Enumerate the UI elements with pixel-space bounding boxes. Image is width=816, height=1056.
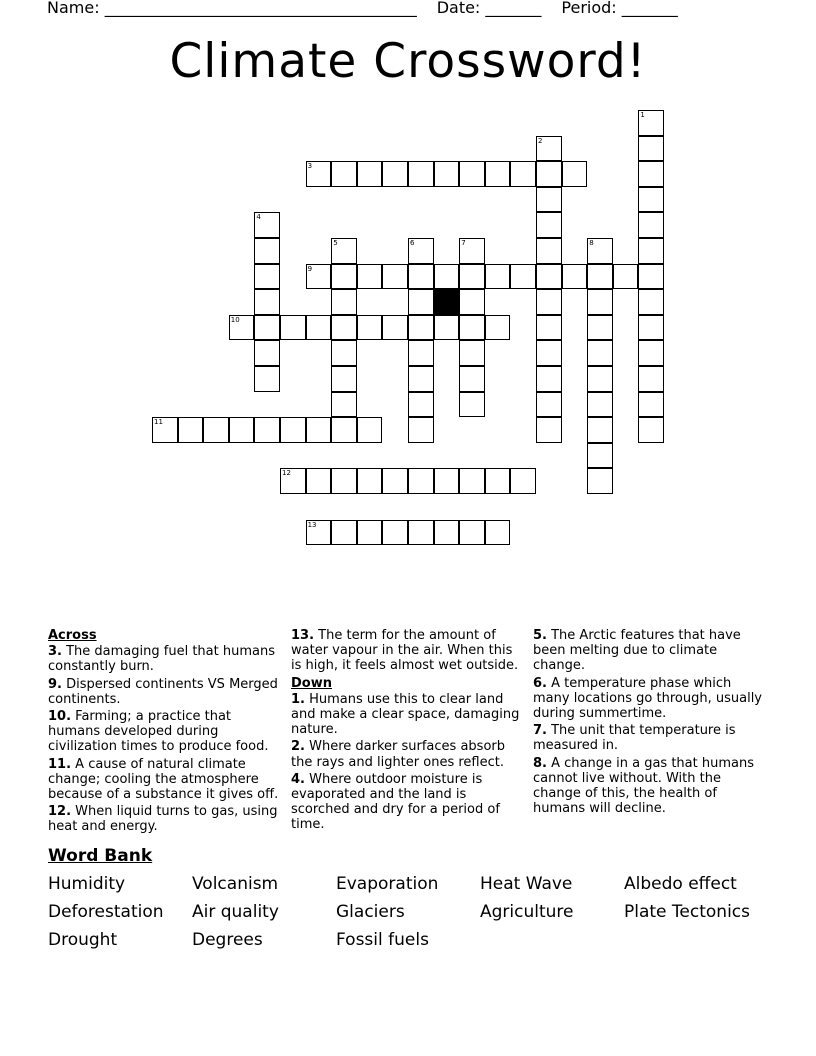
grid-cell[interactable] xyxy=(638,136,664,162)
clue-text: Farming; a practice that humans developed during civilization times to produce food. xyxy=(48,709,269,755)
grid-cell[interactable] xyxy=(382,468,408,494)
grid-cell[interactable] xyxy=(587,443,613,469)
grid-cell[interactable] xyxy=(536,392,562,418)
clue-number-label: 11. xyxy=(48,756,72,772)
grid-cell[interactable] xyxy=(587,340,613,366)
word-bank-word: Heat Wave xyxy=(480,874,573,894)
clues-column-3 xyxy=(533,628,768,818)
grid-cell[interactable] xyxy=(434,315,460,341)
grid-cell[interactable] xyxy=(331,340,357,366)
grid-cell[interactable] xyxy=(536,161,562,187)
grid-cell[interactable] xyxy=(638,392,664,418)
date-label: Date: xyxy=(436,0,486,17)
clue-text: Dispersed continents VS Merged continents. xyxy=(48,676,278,707)
grid-cell[interactable] xyxy=(229,315,255,341)
grid-cell[interactable] xyxy=(536,264,562,290)
grid-cell[interactable] xyxy=(459,468,485,494)
grid-cell[interactable] xyxy=(357,315,383,341)
clue-number: 1 xyxy=(640,111,645,119)
clue-text: When liquid turns to gas, using heat and energy. xyxy=(48,804,278,835)
grid-cell[interactable] xyxy=(587,417,613,443)
grid-cell[interactable] xyxy=(587,468,613,494)
grid-cell[interactable] xyxy=(638,238,664,264)
grid-cell[interactable] xyxy=(587,392,613,418)
clue-number-label: 9. xyxy=(48,676,62,692)
grid-cell[interactable] xyxy=(587,238,613,264)
clue-number: 13 xyxy=(307,520,317,529)
grid-cell[interactable] xyxy=(638,187,664,213)
grid-cell[interactable] xyxy=(638,110,664,136)
word-bank-word: Drought xyxy=(48,930,118,950)
grid-cell[interactable] xyxy=(331,392,357,418)
clue-number: 12 xyxy=(282,469,291,478)
grid-cell[interactable] xyxy=(280,417,306,443)
clue-section-heading: Down xyxy=(291,675,332,691)
word-bank-word: Air quality xyxy=(192,902,279,922)
grid-cell[interactable] xyxy=(638,289,664,315)
grid-cell[interactable] xyxy=(459,161,485,187)
grid-cell[interactable] xyxy=(434,520,460,546)
grid-cell[interactable] xyxy=(254,366,280,392)
word-bank-word: Plate Tectonics xyxy=(624,902,750,922)
grid-cell[interactable] xyxy=(331,238,357,264)
grid-cell[interactable] xyxy=(382,315,408,341)
grid-cell[interactable] xyxy=(306,417,332,443)
grid-cell[interactable] xyxy=(254,289,280,315)
clue-number-label: 6. xyxy=(533,675,547,691)
grid-cell[interactable] xyxy=(331,289,357,315)
grid-cell[interactable] xyxy=(536,212,562,238)
grid-cell[interactable] xyxy=(382,264,408,290)
grid-cell[interactable] xyxy=(203,417,229,443)
grid-cell[interactable] xyxy=(587,366,613,392)
clues-column-1 xyxy=(48,628,283,837)
clue-number-label: 2. xyxy=(291,739,305,755)
clue-item xyxy=(291,739,526,769)
clue-item xyxy=(291,692,526,738)
grid-cell[interactable] xyxy=(459,366,485,392)
grid-cell[interactable] xyxy=(459,340,485,366)
grid-cell[interactable] xyxy=(434,468,460,494)
grid-cell[interactable] xyxy=(280,315,306,341)
grid-cell[interactable] xyxy=(408,366,434,392)
grid-cell[interactable] xyxy=(485,520,511,546)
grid-cell[interactable] xyxy=(485,161,511,187)
grid-cell[interactable] xyxy=(485,264,511,290)
grid-cell[interactable] xyxy=(459,264,485,290)
grid-cell[interactable] xyxy=(485,315,511,341)
grid-cell[interactable] xyxy=(459,289,485,315)
word-bank-word: Albedo effect xyxy=(624,874,737,894)
clue-number: 11 xyxy=(154,418,163,427)
clue-item xyxy=(291,772,526,833)
clue-text: The term for the amount of water vapour in the air. When this is high, it feels almost wet outside. xyxy=(291,628,519,674)
word-bank-word: Humidity xyxy=(48,874,126,894)
grid-cell[interactable] xyxy=(408,392,434,418)
grid-cell[interactable] xyxy=(306,468,332,494)
grid-cell[interactable] xyxy=(536,238,562,264)
grid-cell[interactable] xyxy=(562,264,588,290)
grid-cell[interactable] xyxy=(536,187,562,213)
grid-cell[interactable] xyxy=(638,315,664,341)
grid-cell[interactable] xyxy=(536,340,562,366)
grid-cell[interactable] xyxy=(254,315,280,341)
grid-cell[interactable] xyxy=(408,315,434,341)
clue-number-label: 12. xyxy=(48,804,72,820)
grid-cell[interactable] xyxy=(357,161,383,187)
clue-text: A change in a gas that humans cannot live without. With the change of this, the health of humans will decline. xyxy=(533,755,754,817)
grid-cell[interactable] xyxy=(382,161,408,187)
clue-number: 2 xyxy=(538,136,543,145)
page-title: Climate Crossword! xyxy=(169,34,647,89)
grid-cell[interactable] xyxy=(638,264,664,290)
clue-item xyxy=(533,676,768,722)
grid-cell[interactable] xyxy=(638,212,664,238)
word-bank-word: Agriculture xyxy=(480,902,574,922)
clue-text: Where darker surfaces absorb the rays and lighter ones reflect. xyxy=(291,739,505,770)
clue-text: The damaging fuel that humans constantly burn. xyxy=(48,644,275,675)
grid-cell[interactable] xyxy=(408,264,434,290)
clue-number-label: 1. xyxy=(291,691,305,707)
clue-item xyxy=(533,756,768,817)
clue-text: Where outdoor moisture is evaporated and the land is scorched and dry for a period of time. xyxy=(291,771,500,833)
grid-cell[interactable] xyxy=(408,417,434,443)
grid-cell[interactable] xyxy=(459,520,485,546)
grid-cell[interactable] xyxy=(638,340,664,366)
word-bank-word: Volcanism xyxy=(192,874,279,894)
grid-cell[interactable] xyxy=(459,315,485,341)
clue-number: 8 xyxy=(589,239,594,247)
period-line[interactable]: _______ xyxy=(621,0,678,17)
word-bank-word: Fossil fuels xyxy=(336,930,429,950)
grid-cell[interactable] xyxy=(357,520,383,546)
clue-section-heading: Across xyxy=(48,628,97,643)
clue-item xyxy=(48,804,283,834)
grid-cell[interactable] xyxy=(306,315,332,341)
clues-column-2 xyxy=(291,628,526,835)
grid-cell[interactable] xyxy=(536,417,562,443)
grid-cell[interactable] xyxy=(331,417,357,443)
clue-item xyxy=(48,709,283,755)
grid-cell[interactable] xyxy=(331,161,357,187)
grid-cell[interactable] xyxy=(408,520,434,546)
grid-cell[interactable] xyxy=(587,264,613,290)
grid-cell[interactable] xyxy=(229,417,255,443)
clue-number: 7 xyxy=(461,239,466,247)
grid-cell[interactable] xyxy=(485,468,511,494)
period-label: Period: xyxy=(561,0,622,17)
clue-number: 5 xyxy=(333,239,338,247)
grid-cell[interactable] xyxy=(408,238,434,264)
clue-number-label: 10. xyxy=(48,709,72,725)
clue-text: The Arctic features that have been melting due to climate change. xyxy=(533,628,741,674)
grid-cell[interactable] xyxy=(331,264,357,290)
grid-cell[interactable] xyxy=(510,161,536,187)
clue-item xyxy=(291,628,526,674)
grid-cell[interactable] xyxy=(408,340,434,366)
word-bank-title: Word Bank xyxy=(48,846,153,866)
clue-number: 9 xyxy=(307,264,313,273)
clue-text: A cause of natural climate change; cooling the atmosphere because of a substance it gives off. xyxy=(48,756,279,803)
name-label: Name: xyxy=(47,0,105,17)
grid-cell[interactable] xyxy=(331,366,357,392)
grid-cell[interactable] xyxy=(459,238,485,264)
clue-number-label: 4. xyxy=(291,771,305,787)
grid-cell[interactable] xyxy=(306,264,332,290)
grid-cell[interactable] xyxy=(357,264,383,290)
clue-text: The unit that temperature is measured in. xyxy=(533,723,736,754)
clue-item xyxy=(533,723,768,753)
grid-cell[interactable] xyxy=(638,366,664,392)
grid-cell[interactable] xyxy=(331,468,357,494)
clue-number-label: 13. xyxy=(291,628,315,643)
word-bank-word: Degrees xyxy=(192,930,263,950)
grid-cell[interactable] xyxy=(408,468,434,494)
clue-item xyxy=(533,628,768,674)
grid-cell[interactable] xyxy=(306,161,332,187)
grid-cell[interactable] xyxy=(459,392,485,418)
grid-cell[interactable] xyxy=(254,238,280,264)
clue-text: Humans use this to clear land and make a clear space, damaging nature. xyxy=(291,691,520,738)
grid-cell[interactable] xyxy=(536,315,562,341)
name-line[interactable]: _______________________________________ xyxy=(104,0,417,17)
grid-cell[interactable] xyxy=(434,264,460,290)
word-bank-word: Glaciers xyxy=(336,902,405,922)
grid-cell[interactable] xyxy=(254,212,280,238)
clue-number: 4 xyxy=(256,213,261,222)
grid-cell[interactable] xyxy=(536,289,562,315)
clue-text: A temperature phase which many locations go through, usually during summertime. xyxy=(533,675,762,722)
clue-number: 3 xyxy=(307,162,313,171)
grid-cell[interactable] xyxy=(638,417,664,443)
grid-cell[interactable] xyxy=(331,520,357,546)
clue-number-label: 7. xyxy=(533,723,547,739)
word-bank-word: Deforestation xyxy=(48,902,164,922)
clue-item xyxy=(48,677,283,707)
grid-cell[interactable] xyxy=(638,161,664,187)
clue-item xyxy=(48,757,283,803)
word-bank-word: Evaporation xyxy=(336,874,439,894)
clue-number-label: 8. xyxy=(533,755,547,771)
black-cell xyxy=(434,289,460,315)
clue-number-label: 5. xyxy=(533,628,547,643)
date-line[interactable]: _______ xyxy=(485,0,542,17)
grid-cell[interactable] xyxy=(408,289,434,315)
grid-cell[interactable] xyxy=(562,161,588,187)
grid-cell[interactable] xyxy=(613,264,639,290)
grid-cell[interactable] xyxy=(510,468,536,494)
grid-cell[interactable] xyxy=(254,417,280,443)
grid-cell[interactable] xyxy=(357,468,383,494)
grid-cell[interactable] xyxy=(357,417,383,443)
grid-cell[interactable] xyxy=(382,520,408,546)
grid-cell[interactable] xyxy=(587,289,613,315)
grid-cell[interactable] xyxy=(434,161,460,187)
grid-cell[interactable] xyxy=(152,417,178,443)
clue-number: 6 xyxy=(410,239,415,247)
grid-cell[interactable] xyxy=(178,417,204,443)
grid-cell[interactable] xyxy=(408,161,434,187)
grid-cell[interactable] xyxy=(254,264,280,290)
grid-cell[interactable] xyxy=(331,315,357,341)
grid-cell[interactable] xyxy=(510,264,536,290)
grid-cell[interactable] xyxy=(306,520,332,546)
grid-cell[interactable] xyxy=(280,468,306,494)
grid-cell[interactable] xyxy=(587,315,613,341)
clue-number-label: 3. xyxy=(48,644,62,660)
grid-cell[interactable] xyxy=(536,136,562,162)
clue-item xyxy=(48,644,283,674)
grid-cell[interactable] xyxy=(254,340,280,366)
clue-number: 10 xyxy=(230,315,240,324)
grid-cell[interactable] xyxy=(536,366,562,392)
